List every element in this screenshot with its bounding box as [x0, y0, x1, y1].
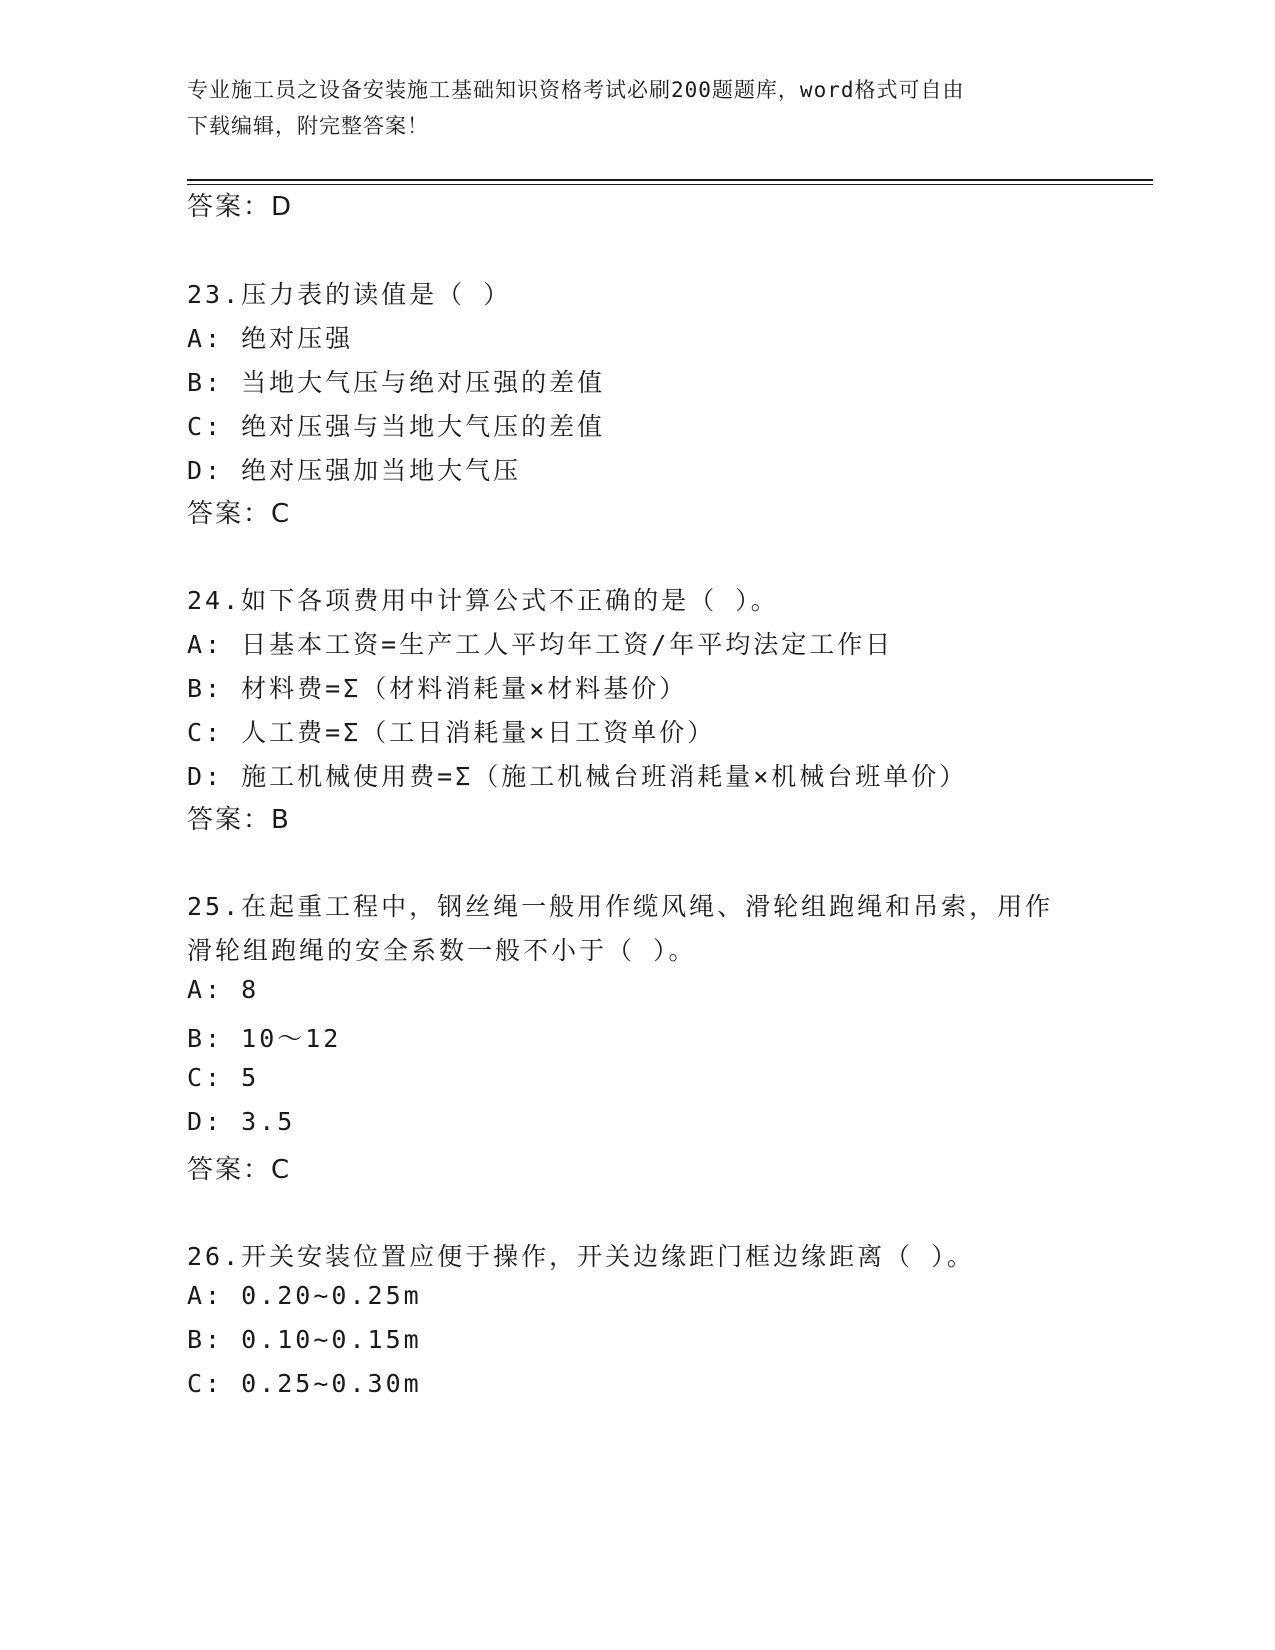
question-23-stem: 23.压力表的读值是（ ） — [187, 280, 512, 309]
question-24-option-d: D: 施工机械使用费=Σ（施工机械台班消耗量×机械台班单价） — [187, 762, 968, 791]
question-23-option-a: A: 绝对压强 — [187, 324, 354, 353]
question-24-option-c: C: 人工费=Σ（工日消耗量×日工资单价） — [187, 718, 716, 747]
question-25-option-b: B: 10～12 — [187, 1024, 342, 1053]
question-26-option-c: C: 0.25~0.30m — [187, 1369, 422, 1398]
question-25-answer — [187, 1149, 291, 1186]
answer-value: C — [271, 499, 292, 529]
question-25-stem-line-2: 滑轮组跑绳的安全系数一般不小于（ ）。 — [187, 936, 697, 965]
question-23-option-c: C: 绝对压强与当地大气压的差值 — [187, 412, 606, 441]
question-24-stem: 24.如下各项费用中计算公式不正确的是（ ）。 — [187, 586, 779, 615]
question-26-stem: 26.开关安装位置应便于操作，开关边缘距门框边缘距离（ ）。 — [187, 1242, 975, 1271]
question-25-option-d: D: 3.5 — [187, 1107, 296, 1136]
question-24-answer — [187, 799, 291, 836]
question-23-option-b: B: 当地大气压与绝对压强的差值 — [187, 368, 606, 397]
answer-prefix: 答案： — [187, 805, 272, 835]
question-25-option-c: C: 5 — [187, 1063, 260, 1092]
header-divider-thick — [187, 179, 1153, 181]
header-line-2: 下载编辑，附完整答案！ — [187, 114, 429, 138]
answer-value: B — [271, 805, 291, 835]
header-divider-thin — [187, 184, 1153, 185]
question-24-option-a: A: 日基本工资=生产工人平均年工资/年平均法定工作日 — [187, 630, 894, 659]
answer-prefix: 答案： — [187, 1155, 272, 1185]
question-24-option-b: B: 材料费=Σ（材料消耗量×材料基价） — [187, 674, 688, 703]
answer-prefix: 答案： — [187, 499, 272, 529]
document-header — [187, 72, 1087, 144]
question-25-option-a: A: 8 — [187, 975, 260, 1004]
answer-line-prev — [187, 186, 293, 223]
header-line-1: 专业施工员之设备安装施工基础知识资格考试必刷200题题库，word格式可自由 — [187, 78, 965, 102]
question-23-answer — [187, 493, 291, 530]
question-26-option-a: A: 0.20~0.25m — [187, 1281, 422, 1310]
answer-value: D — [271, 192, 294, 222]
question-26-option-b: B: 0.10~0.15m — [187, 1325, 422, 1354]
answer-value: C — [271, 1155, 292, 1185]
answer-prefix: 答案： — [187, 192, 272, 222]
question-25-stem-line-1: 25.在起重工程中，钢丝绳一般用作缆风绳、滑轮组跑绳和吊索，用作 — [187, 892, 1054, 921]
question-23-option-d: D: 绝对压强加当地大气压 — [187, 456, 522, 485]
